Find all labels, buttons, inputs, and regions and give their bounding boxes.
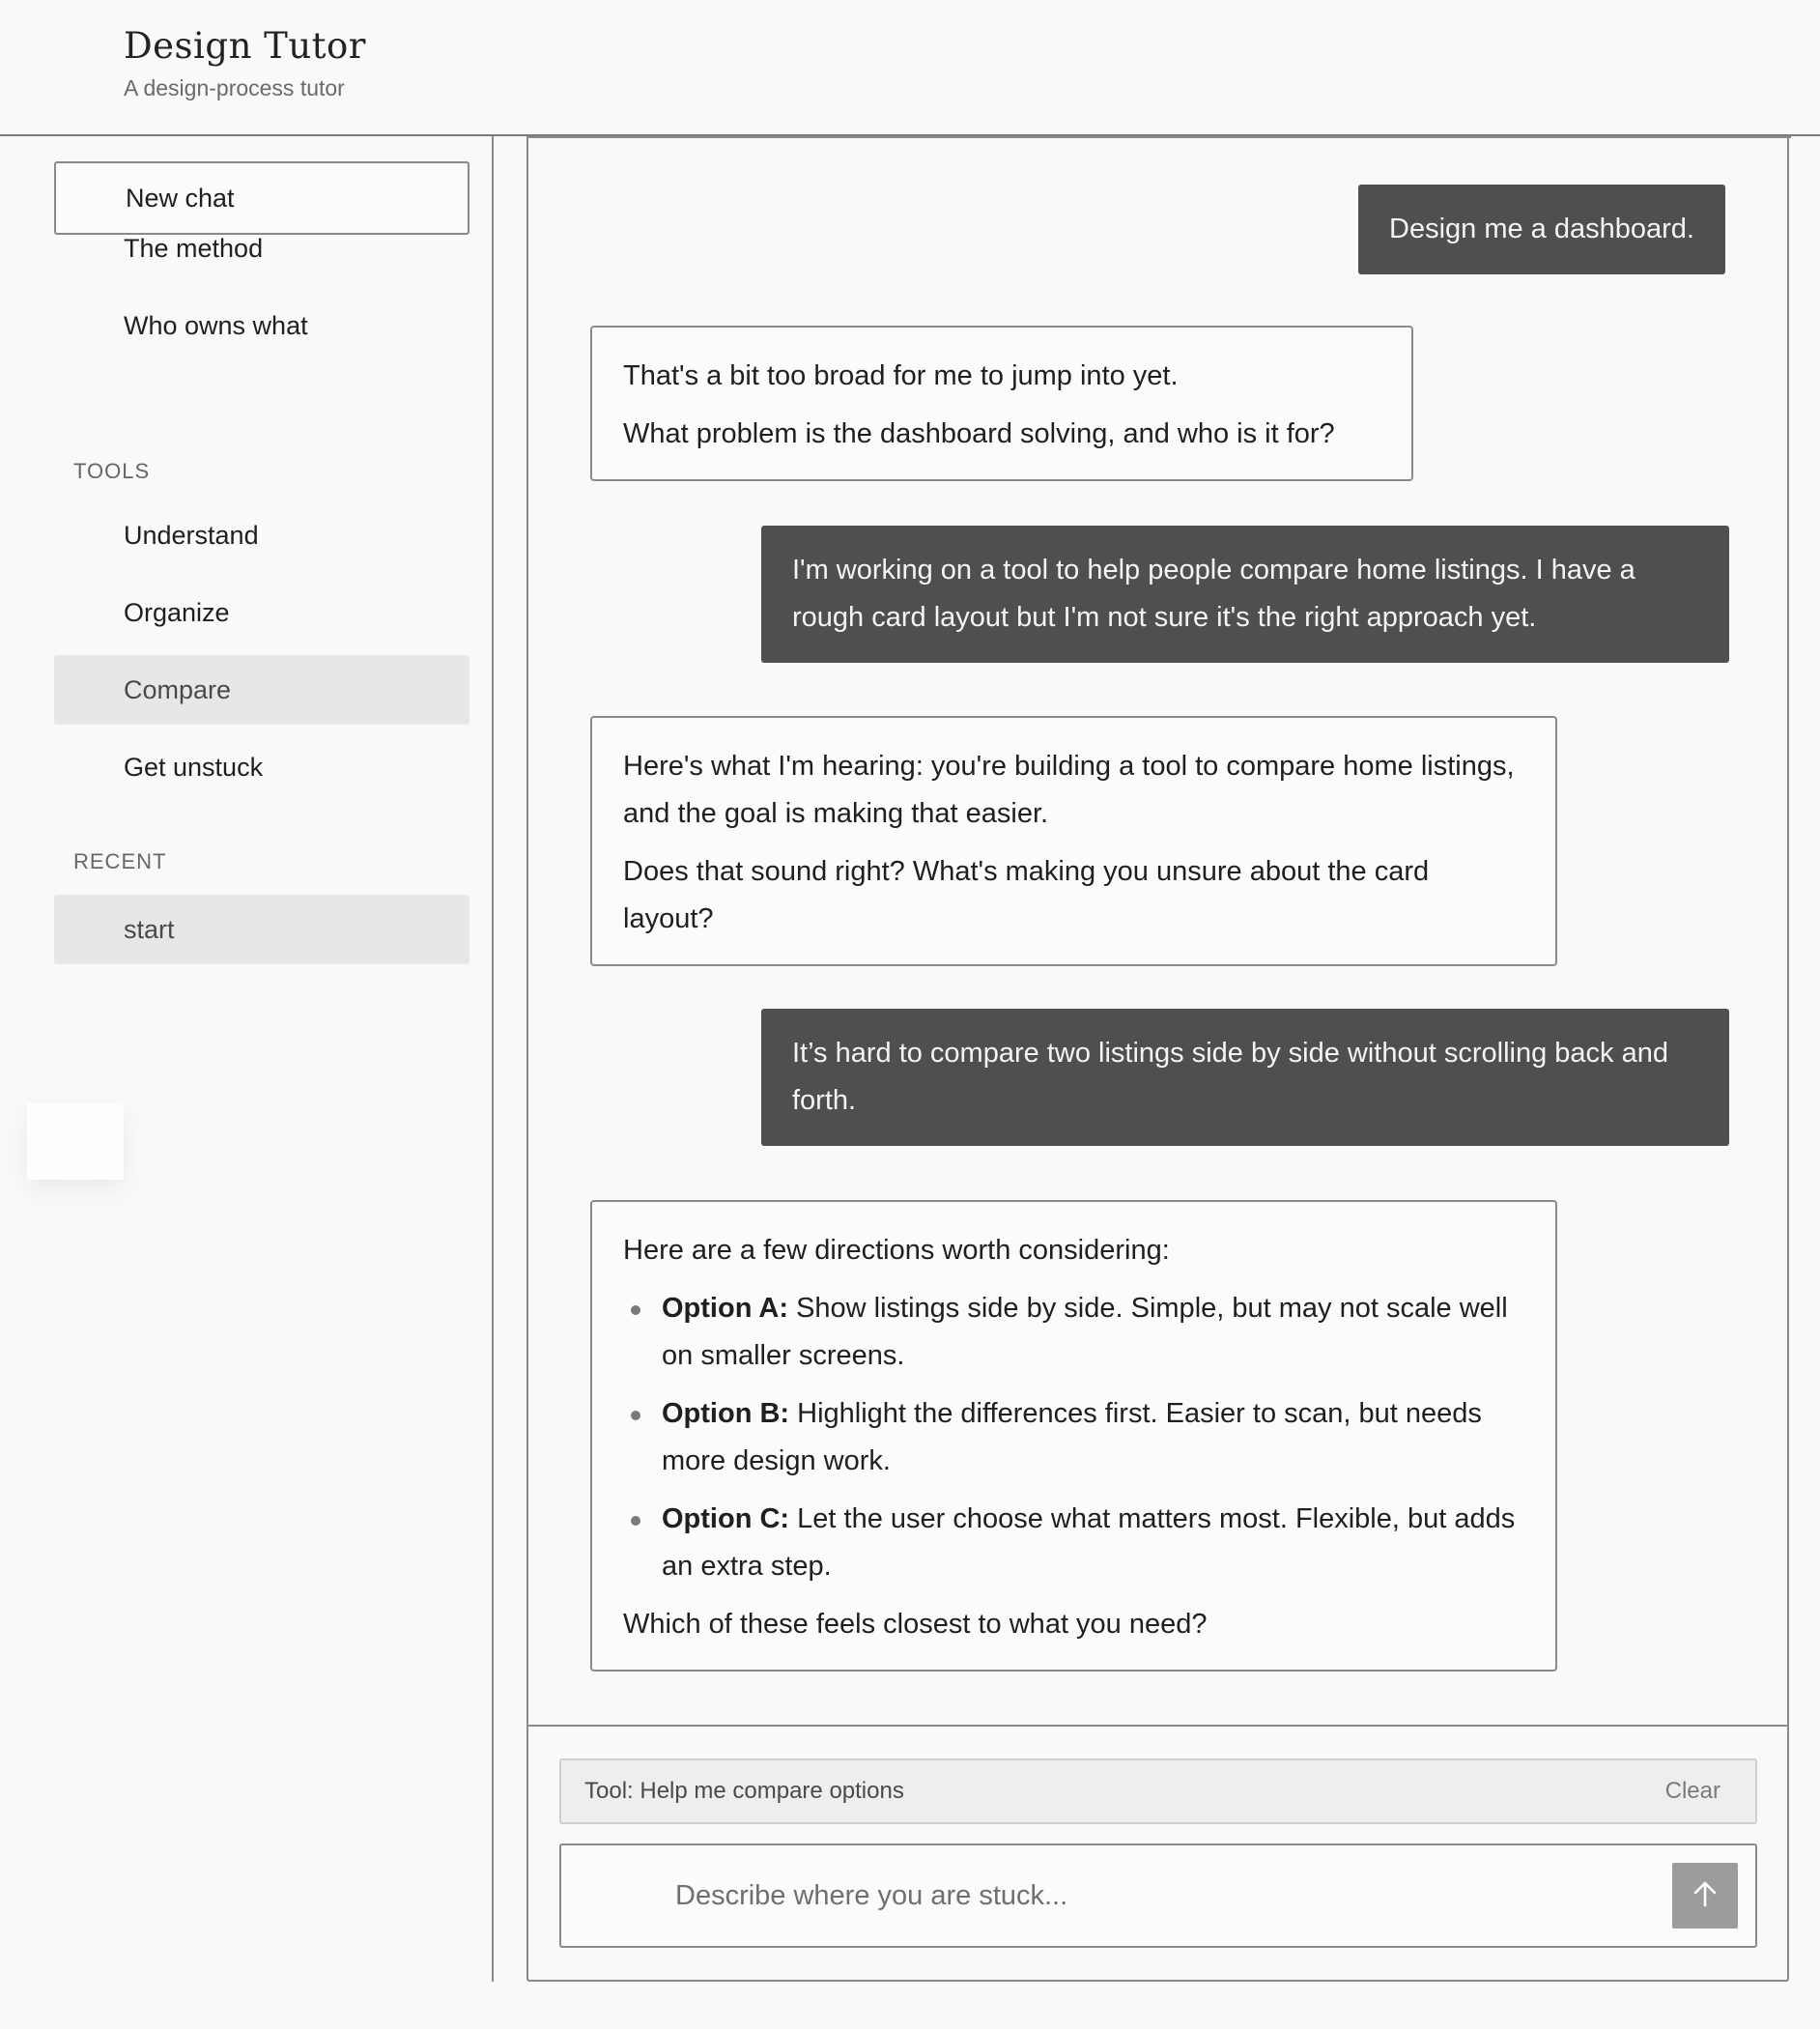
user-message-text: I'm working on a tool to help people compare home listings. I have a rough card layout but I'm not sure it's the right approach yet. xyxy=(792,555,1635,633)
app-subtitle: A design-process tutor xyxy=(124,75,345,100)
option-text: Highlight the differences first. Easier to scan, but needs more design work. xyxy=(662,1398,1482,1476)
assistant-message xyxy=(590,716,1557,966)
sidebar xyxy=(0,136,494,1982)
sidebar-item-organize[interactable]: Organize xyxy=(124,597,230,627)
send-button[interactable] xyxy=(1672,1863,1738,1929)
new-chat-button[interactable]: New chat xyxy=(54,161,469,235)
bullet-icon xyxy=(631,1411,640,1420)
list-item xyxy=(623,1390,1524,1485)
option-text: Let the user choose what matters most. Flexible, but adds an extra step. xyxy=(662,1503,1516,1582)
options-list xyxy=(623,1285,1524,1590)
message-composer xyxy=(559,1843,1757,1948)
chat-panel-top-border xyxy=(528,136,1791,138)
app-title: Design Tutor xyxy=(124,25,366,67)
user-message-text: It’s hard to compare two listings side by side without scrolling back and forth. xyxy=(792,1038,1668,1116)
chat-panel xyxy=(526,136,1789,1982)
composer-divider xyxy=(528,1725,1787,1727)
assistant-message-text: That's a bit too broad for me to jump into yet. xyxy=(623,360,1179,391)
bullet-icon xyxy=(631,1305,640,1315)
assistant-message-intro: Here are a few directions worth considering: xyxy=(623,1235,1170,1266)
active-tool-chip xyxy=(559,1758,1757,1824)
option-label: Option C: xyxy=(662,1503,790,1534)
bullet-icon xyxy=(631,1516,640,1526)
assistant-message xyxy=(590,326,1413,481)
assistant-message-text: Here's what I'm hearing: you're building a tool to compare home listings, and the goal is making that easier. xyxy=(623,751,1515,829)
clear-tool-button[interactable]: Clear xyxy=(1664,1778,1720,1804)
option-label: Option B: xyxy=(662,1398,790,1429)
sidebar-item-who-owns-what[interactable]: Who owns what xyxy=(124,310,308,340)
user-message-text: Design me a dashboard. xyxy=(1389,214,1694,244)
list-item xyxy=(623,1285,1524,1380)
tools-section-label: TOOLS xyxy=(73,459,151,483)
user-message xyxy=(761,1009,1729,1146)
app-header xyxy=(0,0,1820,136)
option-text: Show listings side by side. Simple, but may not scale well on smaller screens. xyxy=(662,1293,1508,1371)
assistant-message-outro: Which of these feels closest to what you need? xyxy=(623,1609,1208,1640)
assistant-message-text: Does that sound right? What's making you unsure about the card layout? xyxy=(623,856,1430,934)
sidebar-item-compare[interactable]: Compare xyxy=(54,655,469,725)
message-input[interactable] xyxy=(675,1871,1622,1921)
option-label: Option A: xyxy=(662,1293,788,1324)
floating-card xyxy=(27,1102,124,1180)
sidebar-item-understand[interactable]: Understand xyxy=(124,520,259,550)
user-message xyxy=(1358,185,1725,274)
sidebar-item-the-method[interactable]: The method xyxy=(124,233,264,263)
active-tool-label: Tool: Help me compare options xyxy=(584,1778,904,1804)
assistant-message xyxy=(590,1200,1557,1672)
recent-section-label: RECENT xyxy=(73,849,167,873)
arrow-up-icon xyxy=(1692,1880,1718,1912)
list-item xyxy=(623,1496,1524,1590)
user-message xyxy=(761,526,1729,663)
sidebar-item-get-unstuck[interactable]: Get unstuck xyxy=(124,752,264,782)
assistant-message-text: What problem is the dashboard solving, and who is it for? xyxy=(623,418,1335,449)
recent-item-start[interactable]: start xyxy=(54,895,469,964)
